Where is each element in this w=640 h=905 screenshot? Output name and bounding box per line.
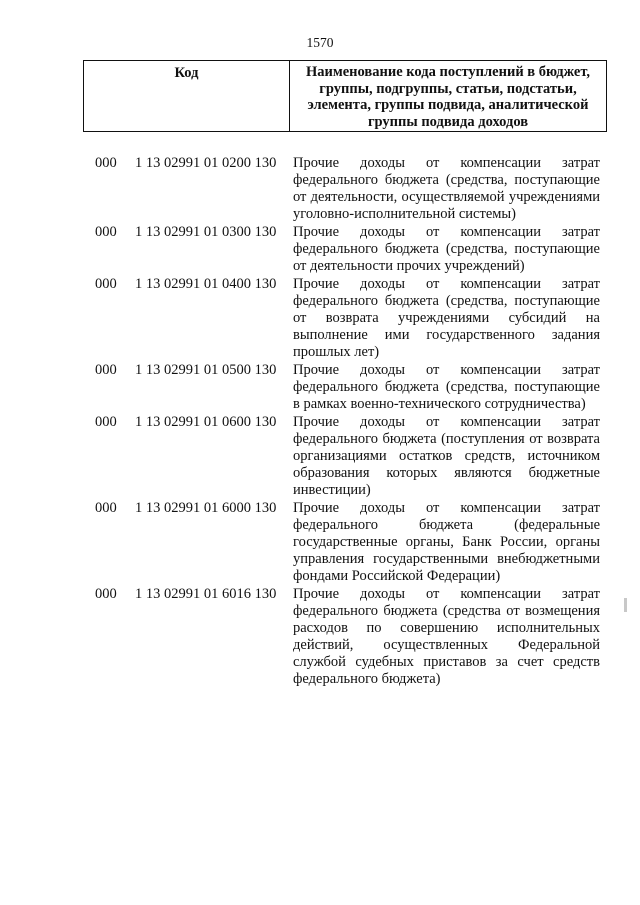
row-description: Прочие доходы от компенсации затрат федерального бюджета (средства, поступающие от деятельности, осуществляемой учреждениями уголовно-исполнительной системы) — [293, 155, 600, 222]
income-code-list — [0, 155, 640, 689]
table-row — [0, 586, 640, 688]
table-row — [0, 362, 640, 413]
row-code: 1 13 02991 01 0600 130 — [135, 414, 277, 430]
row-code: 1 13 02991 01 0300 130 — [135, 224, 277, 240]
table-row — [0, 155, 640, 223]
row-description: Прочие доходы от компенсации затрат федерального бюджета (поступления от возврата организациями остатков средств, источником образования которых являются бюджетные инвестиции) — [293, 414, 600, 498]
table-row — [0, 500, 640, 585]
header-code-column: Код — [84, 61, 290, 131]
row-description: Прочие доходы от компенсации затрат федерального бюджета (федеральные государственные органы, Банк России, органы управления государственными внебюджетными фондами Российской Федерации) — [293, 500, 600, 584]
header-table — [83, 60, 607, 132]
page-number: 1570 — [306, 35, 334, 50]
row-prefix: 000 — [95, 155, 117, 171]
row-prefix: 000 — [95, 500, 117, 516]
row-prefix: 000 — [95, 362, 117, 378]
table-row — [0, 276, 640, 361]
row-description: Прочие доходы от компенсации затрат федерального бюджета (средства, поступающие от деятельности прочих учреждений) — [293, 224, 600, 274]
row-description: Прочие доходы от компенсации затрат федерального бюджета (средства от возмещения расходов по совершению исполнительных действий, осуществленных Федеральной службой судебных приставов за счет средств федерального бюджета) — [293, 586, 600, 687]
scan-mark — [624, 598, 627, 612]
row-description: Прочие доходы от компенсации затрат федерального бюджета (средства, поступающие в рамках военно-технического сотрудничества) — [293, 362, 600, 412]
row-code: 1 13 02991 01 6000 130 — [135, 500, 277, 516]
row-code: 1 13 02991 01 0500 130 — [135, 362, 277, 378]
row-code: 1 13 02991 01 0200 130 — [135, 155, 277, 171]
row-description: Прочие доходы от компенсации затрат федерального бюджета (средства, поступающие от возврата учреждениями субсидий на выполнение ими государственного задания прошлых лет) — [293, 276, 600, 360]
row-code: 1 13 02991 01 6016 130 — [135, 586, 277, 602]
row-code: 1 13 02991 01 0400 130 — [135, 276, 277, 292]
row-prefix: 000 — [95, 414, 117, 430]
row-prefix: 000 — [95, 586, 117, 602]
table-row — [0, 414, 640, 499]
table-row — [0, 224, 640, 275]
header-name-column: Наименование кода поступлений в бюджет, группы, подгруппы, статьи, подстатьи, элемента, группы подвида, аналитической группы подвида доходов — [305, 64, 591, 130]
row-prefix: 000 — [95, 224, 117, 240]
row-prefix: 000 — [95, 276, 117, 292]
